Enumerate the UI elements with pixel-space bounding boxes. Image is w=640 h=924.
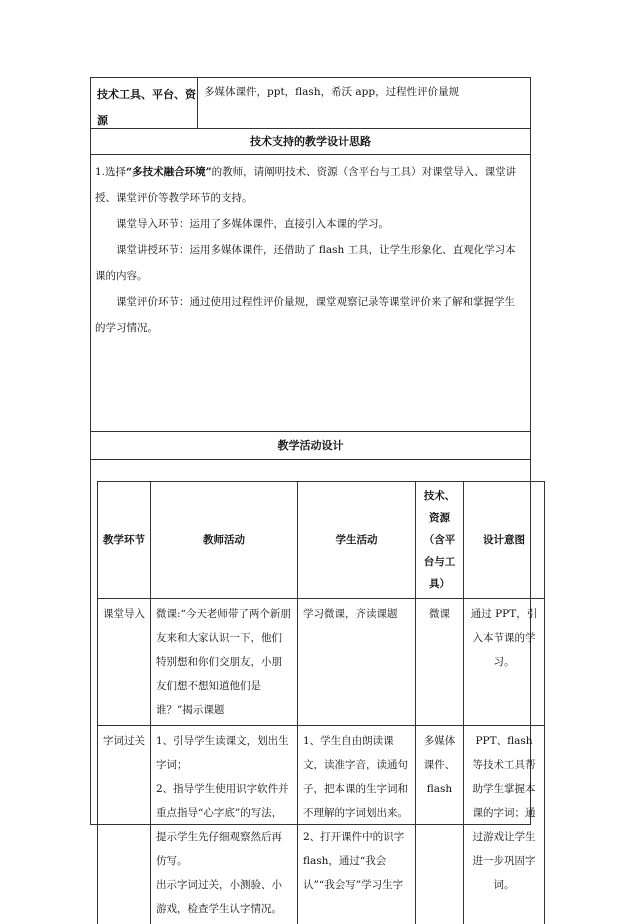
p1-bold: “多技术融合环境” — [126, 166, 212, 178]
student-cell — [298, 726, 416, 924]
teacher-cell — [151, 599, 298, 726]
student-text: 2、打开课件中的识字 flash，通过“我会认”“我会写”学习生字 — [303, 825, 410, 897]
table-row — [98, 599, 545, 726]
intent-cell: 通过 PPT，引入本节课的学习。 — [464, 599, 545, 726]
teacher-text: 出示字词过关，小测验、小游戏，检查学生认字情况。 — [156, 873, 292, 921]
teacher-text: 2、指导学生使用识字软件并重点指导“心字底”的写法，提示学生先仔细观察然后再仿写。 — [156, 777, 292, 873]
activity-section-body — [91, 460, 530, 824]
intent-cell: PPT、flash 等技术工具帮助学生掌握本课的字词；通过游戏让学生进一步巩固字词。 — [464, 726, 545, 924]
stage-cell: 字词过关 — [98, 726, 151, 924]
design-section-title: 技术支持的教学设计思路 — [91, 129, 530, 155]
tech-tools-value: 多媒体课件，ppt，flash，希沃 app，过程性评价量规 — [204, 82, 459, 102]
teacher-cell — [151, 726, 298, 924]
tech-tools-row — [91, 78, 530, 129]
tech-cell: 微课 — [416, 599, 464, 726]
design-paragraph-3: 课堂讲授环节：运用多媒体课件，还借助了 flash 工具，让学生形象化、直观化学习本课的内容。 — [95, 237, 524, 289]
design-paragraph-1 — [95, 159, 524, 211]
tech-tools-label: 技术工具、平台、资源 — [91, 78, 198, 128]
table-row — [98, 726, 545, 924]
teacher-text: 1、引导学生读课文，划出生字词； — [156, 729, 292, 777]
design-paragraph-4: 课堂评价环节：通过使用过程性评价量规，课堂观察记录等课堂评价来了解和掌握学生的学习情况。 — [95, 289, 524, 341]
stage-cell: 课堂导入 — [98, 599, 151, 726]
design-section-body — [91, 155, 530, 432]
student-cell — [298, 599, 416, 726]
tech-cell: 多媒体课件、flash — [416, 726, 464, 924]
activity-table — [97, 481, 545, 924]
header-intent: 设计意图 — [464, 482, 545, 599]
header-student: 学生活动 — [298, 482, 416, 599]
student-text: 1、学生自由朗读课文，读准字音，读通句子，把本课的生字词和不理解的字词划出来。 — [303, 729, 410, 825]
header-tech: 技术、资源（含平台与工具） — [416, 482, 464, 599]
p1-suffix: 的教师，请阐明技术、资源（含平台与工具）对课堂导入、课堂讲授、课堂评价等教学环节的支持。 — [95, 166, 516, 204]
lesson-plan-table — [90, 77, 531, 825]
teacher-text: 微课:“今天老师带了两个新朋友来和大家认识一下，他们特别想和你们交朋友，小朋友们想不想知道他们是谁？”揭示课题 — [156, 602, 292, 722]
activity-header-row — [98, 482, 545, 599]
header-teacher: 教师活动 — [151, 482, 298, 599]
p1-prefix: 1.选择 — [95, 166, 126, 178]
header-stage: 教学环节 — [98, 482, 151, 599]
design-paragraph-2: 课堂导入环节：运用了多媒体课件，直接引入本课的学习。 — [95, 211, 524, 237]
student-text: 学习微课，齐读课题 — [303, 602, 410, 626]
activity-section-title: 教学活动设计 — [91, 432, 530, 460]
